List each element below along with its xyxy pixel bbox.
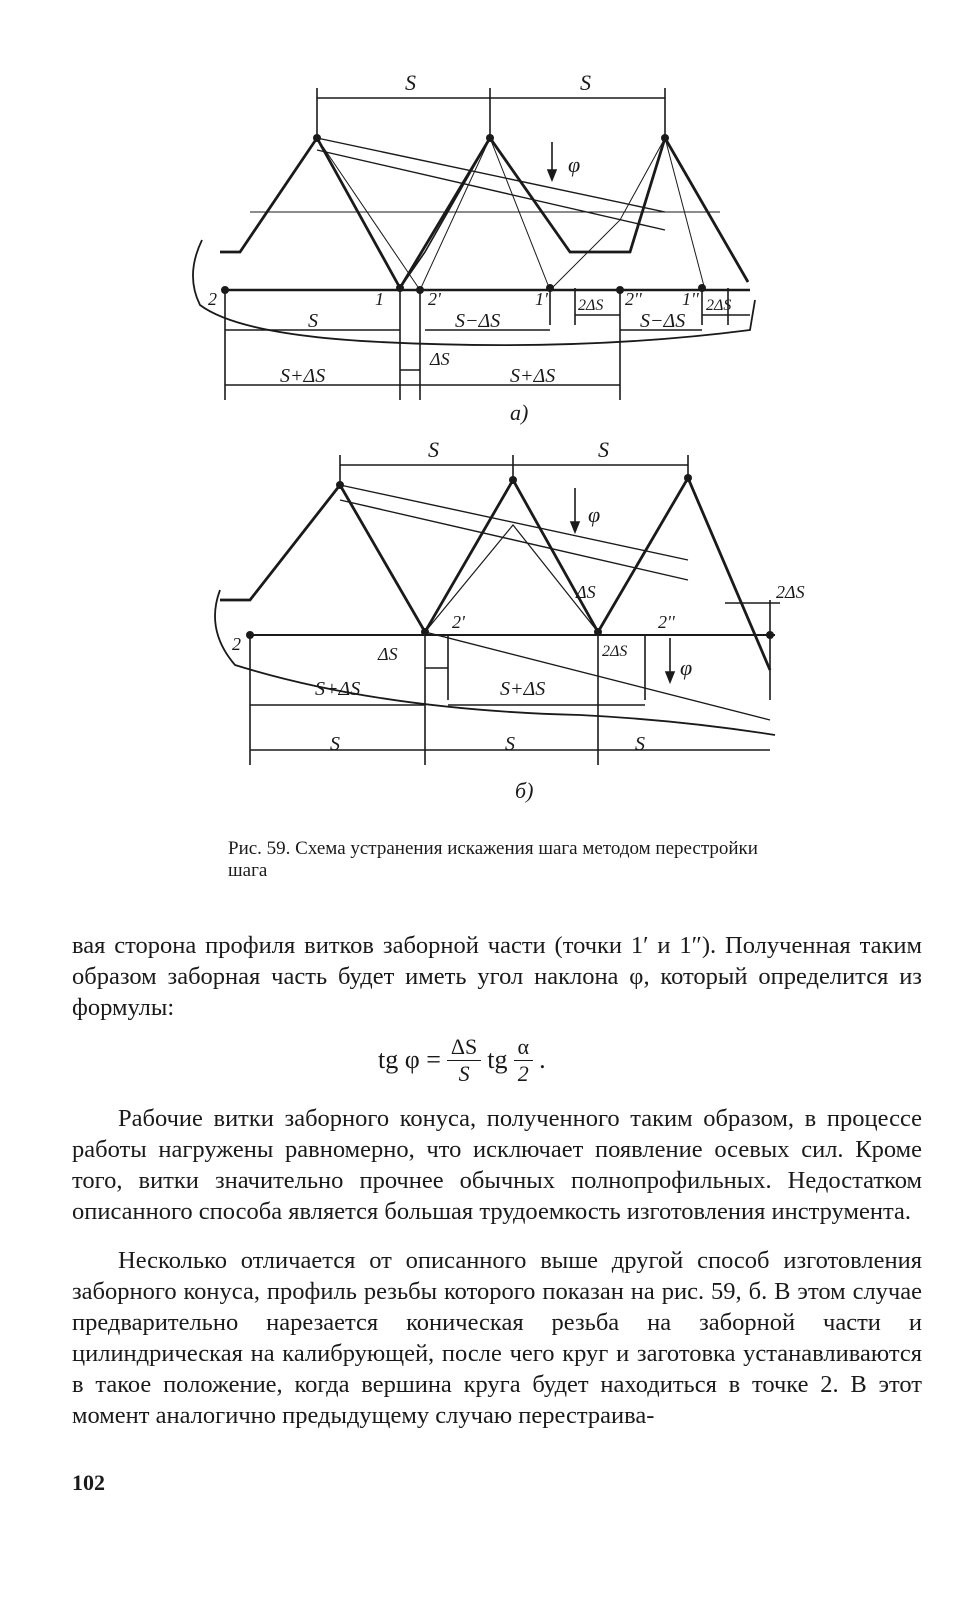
dim-b-lower-s-ds2: S+ΔS [500,678,546,700]
dim-b-mid-2ds2: 2ΔS [776,582,805,602]
fraction-1-numerator: ΔS [447,1034,481,1061]
dim-a-lower-s-ds2: S−ΔS [640,310,686,332]
paragraph-3-text: Несколько отличается от описанного выше другой способ изготовления заборного конуса, профиль резьбы которого показан на рис. 59, б. В этом случае предварительно нарезается коническая резьба на заборной части и цилиндрическая на калибрующей, после чего круг и заготовка устанавливаются в такое положение, когда вершина круга будет находиться в точке 2. В этот момент аналогично предыдущему случаю перестраива- [72,1247,922,1429]
dim-a-s2: S [580,70,591,95]
point-a-1: 1 [375,289,384,309]
fraction-2-denominator: 2 [517,1060,529,1086]
point-a-1pp: 1'' [682,289,699,309]
figure-caption: Рис. 59. Схема устранения искажения шага методом перестройки шага [228,838,758,881]
label-b-phi-bottom: φ [680,655,693,680]
paragraph-2-text: Рабочие витки заборного конуса, полученного таким образом, в процессе работы нагружены равномерно, что исключает появление осевых сил. Кроме того, витки значительно прочнее обычных полнопрофильных. Недостатком описанного способа является большая трудоемкость изготовления инструмента. [72,1105,922,1225]
page-number: 102 [72,1470,105,1495]
dim-b-s2: S [598,437,609,462]
point-a-2pp: 2'' [625,289,642,309]
dim-b-bottom-s2: S [505,733,515,755]
formula-tg: tg [487,1045,508,1074]
label-b: б) [515,778,534,803]
formula-fraction-2 [514,1034,534,1087]
dim-a-bottom-s-ds2: S+ΔS [510,365,556,387]
paragraph-top-text: вая сторона профиля витков заборной части (точки 1′ и 1″). Полученная таким образом заборная часть будет иметь угол наклона φ, который определится из формулы: [72,932,922,1021]
formula-end: . [539,1045,546,1074]
point-a-1p: 1' [535,289,548,309]
point-b-2pp: 2'' [658,612,675,632]
label-a: а) [510,400,529,425]
dim-a-lower-2ds1: 2ΔS [578,297,604,314]
dim-b-bottom-s3: S [635,733,645,755]
formula [378,1030,546,1090]
dim-b-bottom-s1: S [330,733,340,755]
dim-b-mid-ds1: ΔS [576,582,596,602]
paragraph-continuation [72,930,922,1023]
figure-59 [180,60,830,820]
dim-b-mid-2ds1: 2ΔS [602,643,628,660]
label-b-phi-top: φ [588,502,601,527]
dim-a-s1: S [405,70,416,95]
fraction-1-denominator: S [458,1060,470,1086]
dim-a-bottom-s-ds1: S+ΔS [280,365,326,387]
dim-a-lower-2ds2: 2ΔS [706,297,732,314]
label-a-phi: φ [568,152,581,177]
thread-profile-diagram [180,60,830,820]
formula-lhs: tg φ = [378,1045,441,1074]
dim-b-lower-s-ds1: S+ΔS [315,678,361,700]
dim-b-s1: S [428,437,439,462]
point-a-2: 2 [208,289,217,309]
point-a-2p: 2' [428,289,441,309]
paragraph-3 [72,1245,922,1431]
dim-a-lower-s-ds1: S−ΔS [455,310,501,332]
dim-a-lower-s: S [308,310,318,332]
formula-fraction-1 [447,1034,481,1087]
point-b-2: 2 [232,634,241,654]
dim-a-bottom-ds: ΔS [430,349,450,369]
fraction-2-numerator: α [514,1034,534,1061]
dim-b-mid-ds2: ΔS [378,644,398,664]
paragraph-2 [72,1103,922,1227]
point-b-2p: 2' [452,612,465,632]
